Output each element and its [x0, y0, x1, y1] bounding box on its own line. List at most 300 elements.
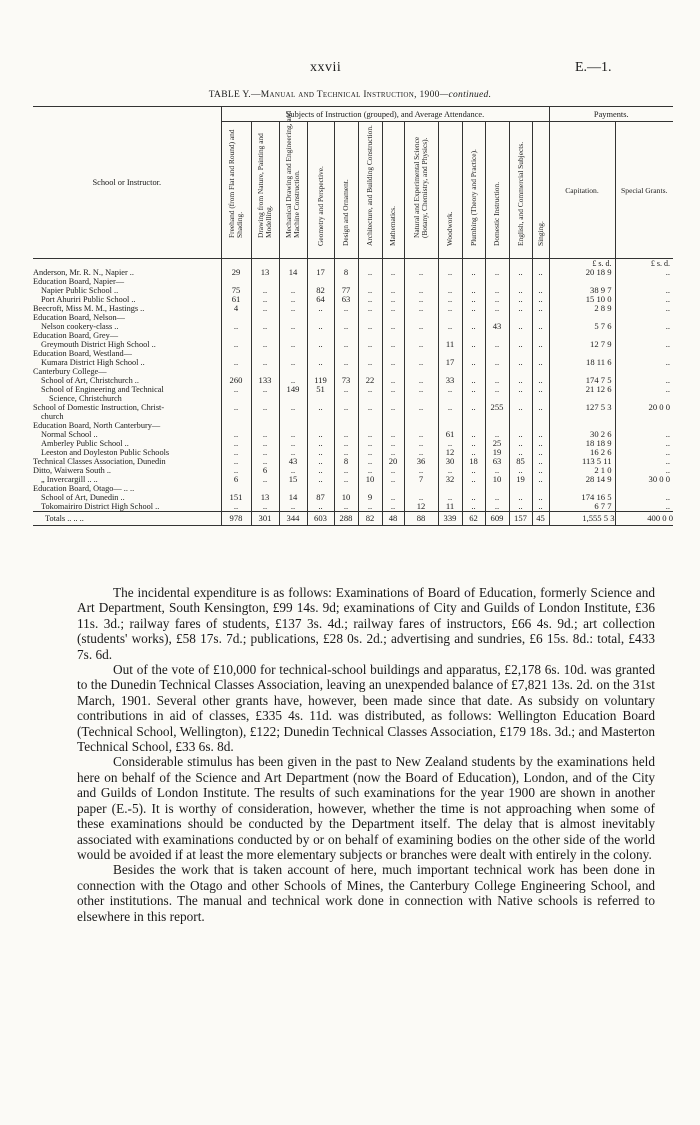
table-row: [33, 448, 673, 457]
table-row: [33, 403, 673, 412]
special-grant-cell: ..: [615, 466, 673, 475]
attendance-cell: 85: [509, 457, 532, 466]
attendance-cell: 255: [485, 403, 509, 412]
attendance-cell: ..: [485, 502, 509, 512]
attendance-cell: ..: [251, 502, 279, 512]
attendance-cell: ..: [279, 448, 307, 457]
attendance-cell: ..: [509, 466, 532, 475]
attendance-cell: ..: [251, 385, 279, 394]
attendance-cell: ..: [382, 268, 404, 277]
special-grant-cell: [615, 367, 673, 376]
subject-header: Drawing from Nature, Painting and Modelling.: [251, 122, 279, 259]
page-reference: E.—1.: [575, 60, 612, 75]
attendance-cell: ..: [462, 385, 485, 394]
capitation-cell: 20 18 9: [549, 268, 615, 277]
attendance-cell: 10: [358, 475, 382, 484]
table-row: [33, 502, 673, 512]
attendance-cell: ..: [509, 340, 532, 349]
special-grant-cell: ..: [615, 385, 673, 394]
totals-row: [33, 512, 673, 526]
attendance-cell: [404, 277, 438, 286]
subjects-group-header: Subjects of Instruction (grouped), and Average Attendance.: [221, 107, 549, 122]
table-row: [33, 349, 673, 358]
attendance-cell: 12: [438, 448, 462, 457]
attendance-cell: [358, 349, 382, 358]
attendance-cell: [221, 412, 251, 421]
attendance-cell: [532, 331, 549, 340]
attendance-cell: ..: [532, 403, 549, 412]
total-cell: 609: [485, 512, 509, 526]
attendance-cell: ..: [509, 304, 532, 313]
attendance-cell: ..: [334, 475, 358, 484]
attendance-cell: ..: [221, 457, 251, 466]
attendance-cell: [251, 394, 279, 403]
attendance-cell: 9: [358, 493, 382, 502]
attendance-cell: 61: [438, 430, 462, 439]
attendance-cell: ..: [307, 448, 334, 457]
special-grant-cell: ..: [615, 268, 673, 277]
attendance-cell: ..: [279, 286, 307, 295]
total-cell: 344: [279, 512, 307, 526]
total-cell: 88: [404, 512, 438, 526]
attendance-cell: 75: [221, 286, 251, 295]
attendance-cell: [532, 367, 549, 376]
attendance-cell: [438, 421, 462, 430]
attendance-cell: [307, 349, 334, 358]
attendance-cell: ..: [307, 340, 334, 349]
attendance-cell: ..: [251, 448, 279, 457]
attendance-cell: [221, 349, 251, 358]
attendance-cell: [358, 367, 382, 376]
attendance-cell: ..: [438, 466, 462, 475]
attendance-cell: 6: [251, 466, 279, 475]
table-row: [33, 286, 673, 295]
attendance-cell: ..: [509, 430, 532, 439]
special-grant-cell: [615, 484, 673, 493]
total-cell: 603: [307, 512, 334, 526]
attendance-cell: ..: [382, 358, 404, 367]
attendance-cell: [404, 367, 438, 376]
attendance-cell: ..: [251, 322, 279, 331]
attendance-cell: ..: [532, 430, 549, 439]
attendance-cell: [279, 412, 307, 421]
attendance-cell: ..: [438, 439, 462, 448]
paragraph: The incidental expenditure is as follows: Examinations of Board of Education, formerly Science and Art Department, South Kensington, £99 14s. 9d; examinations of City and Guilds of London Institute, £36 11s. 3d.; railway fares of students, £137 3s. 4d.; railway fares of instructors, £66 4s. 9d.; art collection (students' works), £58 17s. 7d.; publications, £28 0s. 2d.; advertising and sundries, £6 15s. 8d.: total, £433 7s. 6d.: [77, 585, 655, 662]
capitation-cell: 18 18 9: [549, 439, 615, 448]
capitation-cell: 6 7 7: [549, 502, 615, 512]
attendance-cell: [358, 394, 382, 403]
attendance-cell: ..: [251, 430, 279, 439]
attendance-cell: ..: [334, 304, 358, 313]
attendance-cell: ..: [532, 466, 549, 475]
attendance-cell: ..: [279, 358, 307, 367]
attendance-cell: ..: [279, 439, 307, 448]
capitation-cell: 30 2 6: [549, 430, 615, 439]
attendance-cell: ..: [251, 439, 279, 448]
attendance-cell: ..: [509, 502, 532, 512]
attendance-cell: ..: [279, 403, 307, 412]
subject-header: Natural and Experimental Science (Botany, Chemistry, and Physics).: [404, 122, 438, 259]
attendance-cell: 15: [279, 475, 307, 484]
attendance-cell: ..: [404, 439, 438, 448]
special-grant-cell: 30 0 0: [615, 475, 673, 484]
attendance-cell: ..: [462, 448, 485, 457]
attendance-cell: [251, 349, 279, 358]
attendance-cell: 14: [279, 268, 307, 277]
attendance-cell: ..: [382, 385, 404, 394]
attendance-cell: ..: [485, 376, 509, 385]
attendance-cell: ..: [532, 340, 549, 349]
attendance-cell: [438, 412, 462, 421]
total-cell: 48: [382, 512, 404, 526]
units-spacer: [33, 259, 221, 269]
attendance-cell: ..: [382, 493, 404, 502]
attendance-cell: ..: [358, 286, 382, 295]
school-name: Napier Public School ..: [41, 286, 119, 295]
attendance-cell: [307, 367, 334, 376]
capitation-cell: 38 9 7: [549, 286, 615, 295]
capitation-cell: 12 7 9: [549, 340, 615, 349]
attendance-cell: [251, 412, 279, 421]
school-name: Tokomairiro District High School ..: [41, 502, 160, 511]
attendance-cell: ..: [358, 466, 382, 475]
attendance-cell: ..: [509, 268, 532, 277]
attendance-cell: ..: [462, 286, 485, 295]
special-grant-cell: [615, 277, 673, 286]
attendance-cell: 73: [334, 376, 358, 385]
attendance-cell: [532, 277, 549, 286]
attendance-cell: [509, 349, 532, 358]
attendance-cell: [279, 349, 307, 358]
attendance-cell: [307, 394, 334, 403]
subject-header: Woodwork.: [438, 122, 462, 259]
attendance-cell: [221, 277, 251, 286]
subject-header: Mechanical Drawing and Engineering, and Machine Construction.: [279, 122, 307, 259]
capitation-units: £ s. d.: [549, 259, 615, 269]
attendance-cell: ..: [251, 340, 279, 349]
paragraph: Considerable stimulus has been given in the past to New Zealand students by the examinations held here on behalf of the Science and Art Department (now the Board of Education), London, and of the City and Guilds of London Institute. The results of such examinations for the year 1900 are shown in another paper (E.-5). It is worthy of consideration, however, whether the time is not approaching when some of these examinations should be conducted by the Department itself. The delay that is almost inevitably associated with examinations conducted by or on behalf of examining bodies on the other side of the world would be avoided if at least the more elementary subjects or branches were dealt with entirely in the colony.: [77, 754, 655, 862]
attendance-cell: ..: [307, 439, 334, 448]
attendance-cell: ..: [279, 502, 307, 512]
special-grants-header: Special Grants.: [615, 122, 673, 259]
attendance-cell: [334, 367, 358, 376]
table-row: [33, 394, 673, 403]
attendance-cell: 33: [438, 376, 462, 385]
school-name: „ Invercargill .. ..: [41, 475, 98, 484]
special-grant-cell: ..: [615, 502, 673, 512]
attendance-cell: ..: [485, 466, 509, 475]
school-name: School of Engineering and Technical: [41, 385, 164, 394]
capitation-cell: [549, 367, 615, 376]
capitation-cell: 127 5 3: [549, 403, 615, 412]
attendance-cell: [251, 367, 279, 376]
attendance-cell: [251, 331, 279, 340]
attendance-cell: [279, 484, 307, 493]
attendance-cell: ..: [382, 322, 404, 331]
units-spacer: [532, 259, 549, 269]
attendance-cell: ..: [462, 295, 485, 304]
attendance-cell: [438, 313, 462, 322]
attendance-cell: [382, 367, 404, 376]
special-grant-cell: ..: [615, 340, 673, 349]
table-row: [33, 475, 673, 484]
attendance-cell: [509, 412, 532, 421]
attendance-cell: [279, 421, 307, 430]
units-spacer: [334, 259, 358, 269]
attendance-cell: [462, 349, 485, 358]
attendance-cell: [462, 367, 485, 376]
attendance-cell: ..: [404, 403, 438, 412]
attendance-cell: ..: [382, 448, 404, 457]
attendance-cell: [509, 277, 532, 286]
attendance-cell: [334, 421, 358, 430]
attendance-cell: ..: [307, 304, 334, 313]
capitation-header: Capitation.: [549, 122, 615, 259]
attendance-cell: ..: [382, 295, 404, 304]
attendance-cell: 133: [251, 376, 279, 385]
attendance-cell: ..: [221, 466, 251, 475]
school-name: Greymouth District High School ..: [41, 340, 156, 349]
attendance-cell: ..: [358, 430, 382, 439]
attendance-cell: ..: [358, 448, 382, 457]
special-grant-cell: [615, 313, 673, 322]
attendance-cell: ..: [462, 268, 485, 277]
total-cell: 301: [251, 512, 279, 526]
attendance-cell: [307, 484, 334, 493]
table-row: [33, 304, 673, 313]
school-name: School of Art, Christchurch ..: [41, 376, 139, 385]
attendance-cell: [438, 484, 462, 493]
attendance-cell: [334, 349, 358, 358]
attendance-cell: [404, 349, 438, 358]
attendance-cell: [358, 484, 382, 493]
table-row: [33, 313, 673, 322]
attendance-cell: ..: [334, 430, 358, 439]
total-cell: 62: [462, 512, 485, 526]
table-row: [33, 331, 673, 340]
attendance-cell: ..: [532, 475, 549, 484]
table-row: [33, 439, 673, 448]
special-grant-cell: ..: [615, 439, 673, 448]
attendance-cell: 8: [334, 268, 358, 277]
attendance-cell: ..: [462, 430, 485, 439]
attendance-cell: ..: [221, 502, 251, 512]
total-cell: 288: [334, 512, 358, 526]
attendance-cell: ..: [404, 295, 438, 304]
attendance-cell: ..: [307, 322, 334, 331]
attendance-cell: ..: [334, 439, 358, 448]
total-cell: 157: [509, 512, 532, 526]
attendance-cell: ..: [485, 430, 509, 439]
school-name: Education Board, Napier—: [33, 277, 125, 286]
attendance-cell: ..: [251, 403, 279, 412]
attendance-cell: ..: [358, 340, 382, 349]
attendance-cell: [462, 313, 485, 322]
units-spacer: [251, 259, 279, 269]
attendance-cell: 43: [279, 457, 307, 466]
attendance-cell: ..: [404, 322, 438, 331]
subject-header: Design and Ornament.: [334, 122, 358, 259]
attendance-cell: ..: [382, 403, 404, 412]
attendance-cell: [485, 277, 509, 286]
attendance-cell: [532, 394, 549, 403]
subject-header: Geometry and Perspective.: [307, 122, 334, 259]
attendance-cell: ..: [279, 466, 307, 475]
attendance-cell: ..: [532, 439, 549, 448]
attendance-cell: ..: [438, 286, 462, 295]
attendance-cell: 119: [307, 376, 334, 385]
attendance-cell: [462, 412, 485, 421]
attendance-cell: 61: [221, 295, 251, 304]
attendance-cell: [485, 484, 509, 493]
payments-group-header: Payments.: [549, 107, 673, 122]
attendance-cell: 13: [251, 493, 279, 502]
capitation-cell: 174 16 5: [549, 493, 615, 502]
page-number: xxvii: [310, 60, 342, 75]
attendance-cell: [334, 313, 358, 322]
attendance-cell: [532, 313, 549, 322]
attendance-cell: 22: [358, 376, 382, 385]
table-row: [33, 457, 673, 466]
attendance-cell: ..: [462, 502, 485, 512]
table-title-main: Manual and Technical Instruction, 1900: [260, 90, 440, 100]
attendance-cell: ..: [485, 358, 509, 367]
attendance-cell: 20: [382, 457, 404, 466]
attendance-cell: 18: [462, 457, 485, 466]
attendance-cell: [532, 412, 549, 421]
school-name: Leeston and Doyleston Public Schools: [41, 448, 170, 457]
school-name: Education Board, Westland—: [33, 349, 132, 358]
attendance-cell: [221, 394, 251, 403]
attendance-cell: [485, 367, 509, 376]
capitation-cell: [549, 412, 615, 421]
attendance-cell: [279, 367, 307, 376]
school-name: Education Board, North Canterbury—: [33, 421, 161, 430]
attendance-cell: ..: [334, 340, 358, 349]
attendance-cell: ..: [404, 385, 438, 394]
attendance-cell: [358, 421, 382, 430]
attendance-cell: ..: [438, 304, 462, 313]
attendance-table: [33, 106, 673, 526]
capitation-cell: [549, 277, 615, 286]
attendance-cell: ..: [221, 385, 251, 394]
capitation-cell: 5 7 6: [549, 322, 615, 331]
special-grant-cell: [615, 421, 673, 430]
attendance-cell: ..: [462, 403, 485, 412]
attendance-cell: ..: [358, 439, 382, 448]
attendance-cell: [307, 331, 334, 340]
school-name: School of Art, Dunedin ..: [41, 493, 125, 502]
special-grant-cell: ..: [615, 286, 673, 295]
attendance-cell: 29: [221, 268, 251, 277]
attendance-cell: ..: [279, 304, 307, 313]
attendance-cell: ..: [404, 448, 438, 457]
attendance-cell: ..: [334, 358, 358, 367]
attendance-cell: 12: [404, 502, 438, 512]
attendance-cell: ..: [221, 439, 251, 448]
attendance-cell: ..: [279, 376, 307, 385]
units-spacer: [358, 259, 382, 269]
attendance-cell: [438, 394, 462, 403]
special-grant-cell: ..: [615, 430, 673, 439]
special-grant-cell: [615, 349, 673, 358]
paragraph: Besides the work that is taken account of here, much important technical work has been done in connection with the Otago and other Schools of Mines, the Canterbury College Engineering School, and other institutions. The manual and technical work done in connection with Native schools is referred to elsewhere in this report.: [77, 862, 655, 924]
school-name: Ditto, Waiwera South ..: [33, 466, 111, 475]
attendance-cell: 13: [251, 268, 279, 277]
capitation-cell: 2 1 0: [549, 466, 615, 475]
attendance-cell: [509, 394, 532, 403]
table-title-suffix: —continued.: [439, 90, 492, 100]
attendance-cell: ..: [462, 376, 485, 385]
attendance-cell: ..: [334, 448, 358, 457]
attendance-cell: ..: [532, 457, 549, 466]
attendance-cell: [462, 421, 485, 430]
attendance-cell: ..: [358, 304, 382, 313]
special-grant-cell: ..: [615, 304, 673, 313]
attendance-cell: ..: [462, 322, 485, 331]
table-row: [33, 484, 673, 493]
attendance-cell: ..: [279, 295, 307, 304]
special-grant-cell: ..: [615, 358, 673, 367]
attendance-cell: [279, 313, 307, 322]
attendance-cell: [404, 484, 438, 493]
attendance-cell: 10: [485, 475, 509, 484]
attendance-cell: ..: [438, 295, 462, 304]
attendance-cell: [532, 349, 549, 358]
total-cell: 45: [532, 512, 549, 526]
attendance-cell: ..: [382, 430, 404, 439]
attendance-cell: ..: [532, 268, 549, 277]
subject-header: Singing.: [532, 122, 549, 259]
school-name: Normal School ..: [41, 430, 98, 439]
attendance-cell: ..: [404, 286, 438, 295]
attendance-cell: [485, 349, 509, 358]
attendance-cell: ..: [509, 403, 532, 412]
attendance-cell: [438, 367, 462, 376]
paragraph: Out of the vote of £10,000 for technical-school buildings and apparatus, £2,178 6s. 10d. was granted to the Dunedin Technical Classes Association, leaving an unexpended balance of £7,821 13s. 2d. on the 31st March, 1901. Several other grants have, however, been made since that date. As subsidy on voluntary contributions in aid of classes, £335 4s. 11d. was distributed, as follows: Wellington Education Board (Technical School, Wellington), £122; Dunedin Technical Classes Association, £179 18s. 3d.; and Masterton Technical School, £33 6s. 8d.: [77, 662, 655, 755]
attendance-cell: ..: [251, 358, 279, 367]
attendance-cell: [404, 331, 438, 340]
table-row: [33, 493, 673, 502]
table-row: [33, 466, 673, 475]
attendance-cell: ..: [485, 295, 509, 304]
attendance-cell: ..: [404, 376, 438, 385]
attendance-cell: 17: [307, 268, 334, 277]
capitation-cell: 16 2 6: [549, 448, 615, 457]
attendance-cell: [382, 331, 404, 340]
capitation-cell: [549, 331, 615, 340]
attendance-cell: [334, 394, 358, 403]
attendance-cell: ..: [509, 322, 532, 331]
attendance-cell: [221, 313, 251, 322]
attendance-cell: ..: [438, 322, 462, 331]
attendance-cell: ..: [358, 358, 382, 367]
attendance-cell: ..: [438, 385, 462, 394]
school-name: Nelson cookery-class ..: [41, 322, 119, 331]
attendance-cell: ..: [382, 466, 404, 475]
attendance-cell: ..: [307, 466, 334, 475]
table-row: [33, 376, 673, 385]
attendance-cell: ..: [532, 322, 549, 331]
attendance-cell: [307, 421, 334, 430]
attendance-cell: ..: [509, 493, 532, 502]
attendance-cell: [509, 484, 532, 493]
school-name: Canterbury College—: [33, 367, 107, 376]
attendance-cell: 51: [307, 385, 334, 394]
subject-header: Architecture, and Building Construction.: [358, 122, 382, 259]
attendance-cell: ..: [404, 304, 438, 313]
attendance-cell: [307, 313, 334, 322]
